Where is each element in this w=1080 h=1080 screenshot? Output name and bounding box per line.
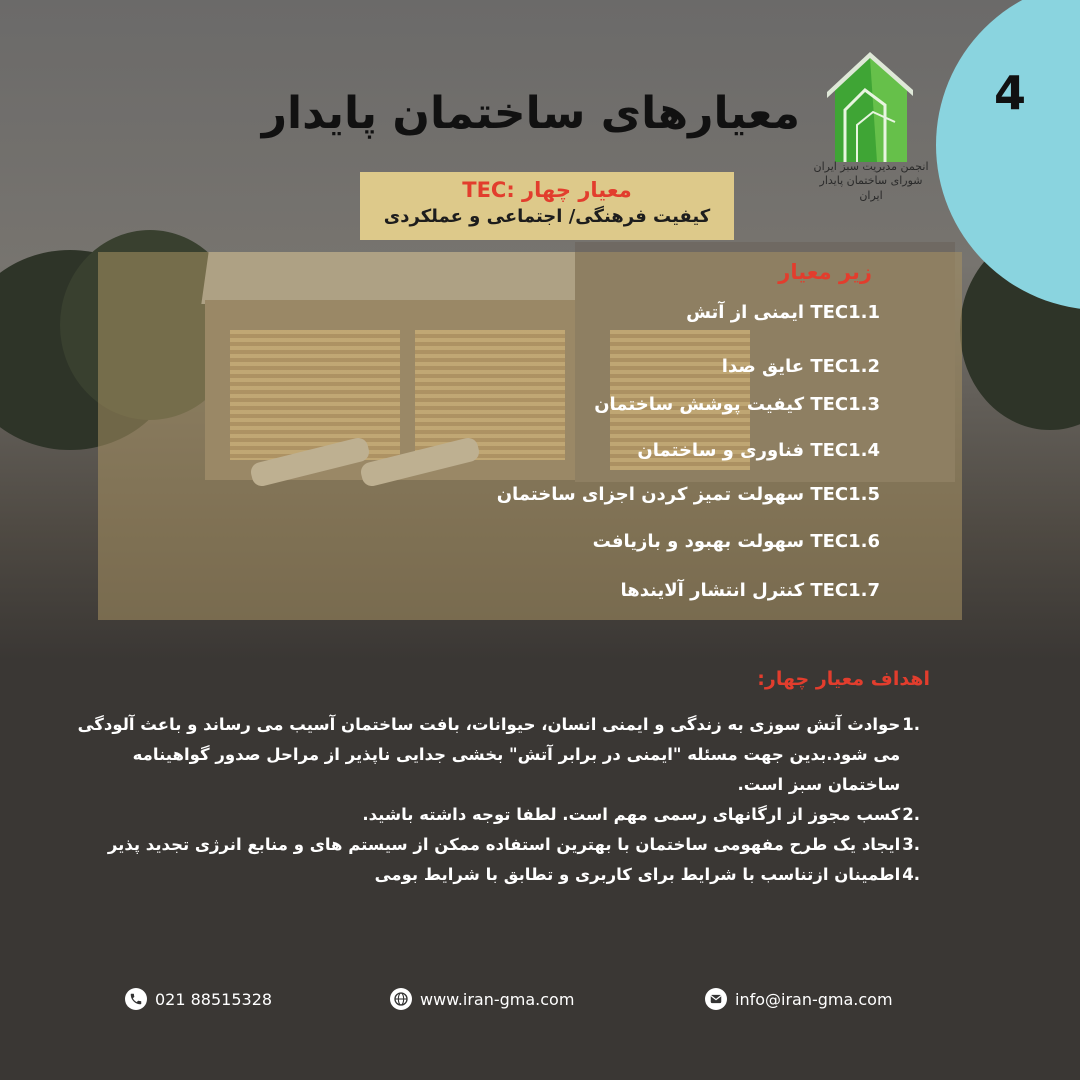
contact-phone[interactable]	[125, 988, 272, 1010]
goal-item	[60, 830, 920, 860]
goal-number: .2	[902, 805, 920, 824]
goal-item	[60, 710, 920, 800]
sub-criterion-item: TEC1.4 فناوری و ساختمان	[637, 440, 880, 461]
contact-website-text: www.iran-gma.com	[420, 989, 575, 1009]
contact-phone-text: 021 88515328	[155, 989, 273, 1009]
goal-item	[60, 800, 920, 830]
criterion-subtitle: کیفیت فرهنگی/ اجتماعی و عملکردی	[383, 206, 711, 227]
sub-criterion-item: TEC1.2 عایق صدا	[721, 356, 880, 377]
goal-text: ایجاد یک طرح مفهومی ساختمان با بهترین استفاده ممکن از سیستم های و منابع انرژی تجدید پذیر	[107, 835, 901, 854]
sub-criterion-item: TEC1.3 کیفیت پوشش ساختمان	[594, 394, 880, 415]
sub-criteria-heading: زیر معیار	[778, 260, 872, 284]
goals-heading: اهداف معیار چهار:	[757, 668, 930, 690]
goal-text: اطمینان ازتناسب با شرایط برای کاربری و تطابق با شرایط بومی	[374, 865, 901, 884]
page-title: معیارهای ساختمان پایدار	[261, 88, 800, 139]
contact-email[interactable]	[705, 988, 893, 1010]
logo-org-names	[812, 160, 930, 203]
goals-list	[60, 710, 920, 890]
sub-criterion-item: TEC1.7 کنترل انتشار آلایندها	[620, 580, 880, 601]
page-number: 4	[994, 66, 1027, 120]
goal-number: .1	[902, 715, 920, 734]
logo-org-line2: شورای ساختمان پایدار ایران	[819, 174, 923, 202]
sub-criterion-item: TEC1.1 ایمنی از آتش	[686, 302, 880, 323]
sub-criterion-item: TEC1.5 سهولت تمیز کردن اجزای ساختمان	[496, 484, 880, 505]
goal-text: حوادث آتش سوزی به زندگی و ایمنی انسان، حیوانات، بافت ساختمان آسیب می رساند و باعث آلودگی می شود.بدین جهت مسئله "ایمنی در برابر آتش" بخشی جدایی ناپذیر از مراحل صدور گواهینامه ساختمان سبز است.	[77, 715, 901, 794]
logo-org-line1: انجمن مدیریت سبز ایران	[813, 160, 929, 173]
criterion-box	[360, 172, 734, 240]
criterion-title: معیار چهار :TEC	[462, 178, 632, 202]
goal-number: .4	[902, 865, 920, 884]
sub-criterion-item: TEC1.6 سهولت بهبود و بازیافت	[592, 531, 880, 552]
goal-item	[60, 860, 920, 890]
contact-email-text: info@iran-gma.com	[735, 989, 893, 1009]
phone-icon	[125, 988, 147, 1010]
globe-icon	[390, 988, 412, 1010]
envelope-icon	[705, 988, 727, 1010]
goal-number: .3	[902, 835, 920, 854]
contact-website[interactable]	[390, 988, 574, 1010]
goal-text: کسب مجوز از ارگانهای رسمی مهم است. لطفا توجه داشته باشید.	[362, 805, 901, 824]
